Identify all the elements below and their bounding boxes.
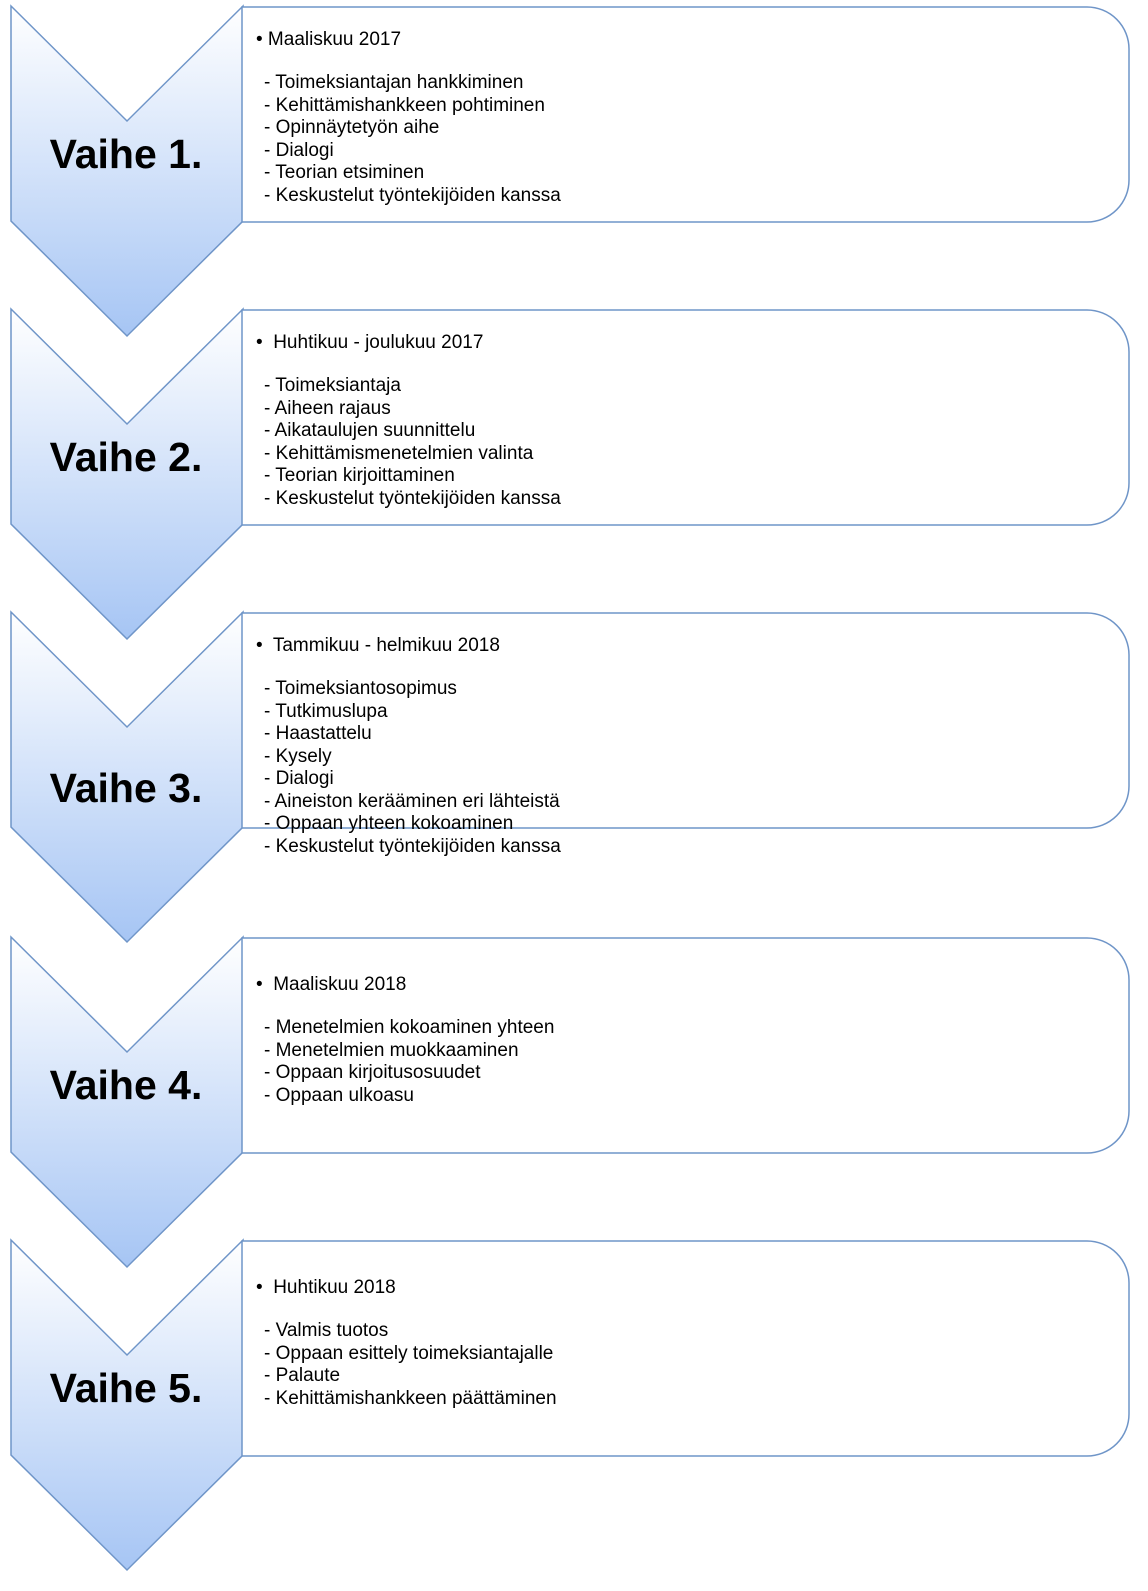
task-list	[264, 1320, 1096, 1410]
task-item: - Opinnäytetyön aihe	[264, 117, 440, 138]
stage-period: • Maaliskuu 2018	[256, 974, 407, 995]
task-list	[264, 375, 1096, 510]
stage-content	[256, 331, 1096, 510]
task-item: - Menetelmien kokoaminen yhteen	[264, 1017, 555, 1038]
task-item: - Haastattelu	[264, 723, 372, 744]
task-item: - Kehittämishankkeen pohtiminen	[264, 94, 545, 116]
task-item: - Teorian kirjoittaminen	[264, 465, 455, 486]
task-item: - Keskustelut työntekijöiden kanssa	[264, 487, 561, 509]
task-item: - Valmis tuotos	[264, 1320, 389, 1341]
stage-period: • Maaliskuu 2017	[256, 29, 402, 50]
stage-label: Vaihe 4.	[49, 1062, 203, 1108]
task-item: - Dialogi	[264, 139, 334, 161]
stage-content	[256, 28, 1096, 207]
task-item: - Menetelmien muokkaaminen	[264, 1039, 519, 1061]
stage-content	[256, 973, 1096, 1107]
stage-3	[0, 612, 1148, 952]
stage-4	[0, 937, 1148, 1277]
task-item: - Kehittämismenetelmien valinta	[264, 442, 534, 464]
task-list	[264, 1017, 1096, 1107]
stage-label: Vaihe 1.	[49, 131, 203, 177]
task-item: - Toimeksiantaja	[264, 375, 401, 396]
task-item: - Tutkimuslupa	[264, 700, 388, 722]
task-item: - Toimeksiantajan hankkiminen	[264, 72, 524, 93]
stage-label: Vaihe 3.	[49, 765, 203, 811]
stage-content	[256, 634, 1096, 858]
task-item: - Keskustelut työntekijöiden kanssa	[264, 184, 561, 206]
task-list	[264, 678, 1096, 858]
stage-period: • Huhtikuu - joulukuu 2017	[256, 332, 484, 353]
task-item: - Oppaan esittely toimeksiantajalle	[264, 1342, 554, 1364]
stage-period: • Huhtikuu 2018	[256, 1277, 396, 1298]
stage-period: • Tammikuu - helmikuu 2018	[256, 635, 500, 656]
stage-1	[0, 6, 1148, 346]
task-item: - Oppaan yhteen kokoaminen	[264, 813, 514, 834]
task-item: - Oppaan kirjoitusosuudet	[264, 1062, 481, 1083]
stage-5	[0, 1240, 1148, 1580]
task-item: - Aiheen rajaus	[264, 397, 391, 419]
task-item: - Aineiston kerääminen eri lähteistä	[264, 790, 560, 812]
task-item: - Oppaan ulkoasu	[264, 1084, 414, 1106]
task-list	[264, 72, 1096, 207]
task-item: - Toimeksiantosopimus	[264, 678, 457, 699]
task-item: - Keskustelut työntekijöiden kanssa	[264, 835, 561, 857]
task-item: - Palaute	[264, 1365, 341, 1386]
stage-label: Vaihe 2.	[49, 434, 203, 480]
stage-content	[256, 1276, 1096, 1410]
task-item: - Kysely	[264, 745, 332, 767]
task-item: - Kehittämishankkeen päättäminen	[264, 1387, 557, 1409]
task-item: - Aikataulujen suunnittelu	[264, 420, 476, 441]
task-item: - Dialogi	[264, 768, 334, 789]
task-item: - Teorian etsiminen	[264, 162, 425, 183]
stage-2	[0, 309, 1148, 649]
stage-label: Vaihe 5.	[49, 1365, 203, 1411]
